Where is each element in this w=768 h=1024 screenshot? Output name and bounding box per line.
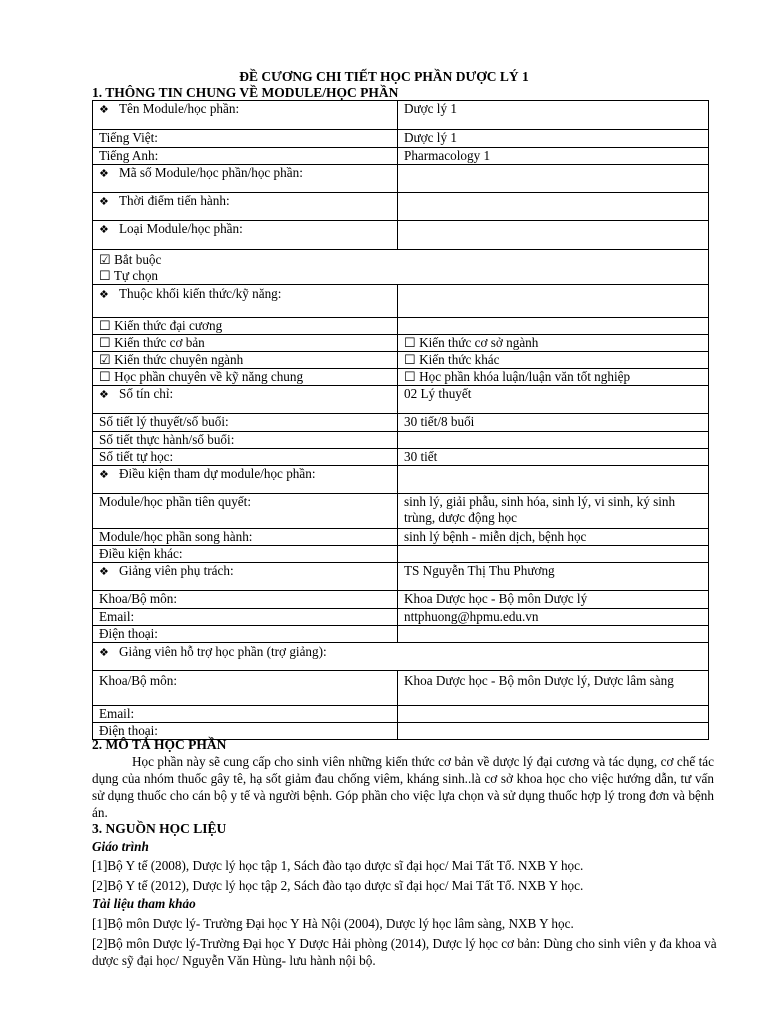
- ta-email-label: Email:: [93, 706, 398, 723]
- ta-department-value: Khoa Dược học - Bộ môn Dược lý, Dược lâm sàng: [398, 671, 709, 706]
- specialized-knowledge-checkbox: ☑ Kiến thức chuyên ngành: [93, 352, 398, 369]
- course-code-value: [398, 165, 709, 193]
- lecturer-label: ❖ Giảng viên phụ trách:: [93, 563, 398, 591]
- theory-hours-value: 30 tiết/8 buổi: [398, 414, 709, 432]
- practice-hours-value: [398, 432, 709, 449]
- corequisite-label: Module/học phần song hành:: [93, 529, 398, 546]
- section-2-heading: 2. MÔ TẢ HỌC PHẦN: [92, 737, 227, 752]
- section-1-heading: 1. THÔNG TIN CHUNG VỀ MODULE/HỌC PHẦN: [92, 85, 399, 100]
- foundation-knowledge-checkbox: ☐ Kiến thức cơ sở ngành: [398, 335, 709, 352]
- thesis-checkbox: ☐ Học phần khóa luận/luận văn tốt nghiệp: [398, 369, 709, 386]
- general-knowledge-checkbox: ☐ Kiến thức đại cương: [93, 318, 398, 335]
- knowledge-block-label: ❖ Thuộc khối kiến thức/kỹ năng:: [93, 285, 398, 318]
- document-title: ĐỀ CƯƠNG CHI TIẾT HỌC PHẦN DƯỢC LÝ 1: [239, 69, 529, 84]
- vietnamese-name-label: Tiếng Việt:: [93, 130, 398, 148]
- section-3-heading: 3. NGUỒN HỌC LIỆU: [92, 821, 227, 836]
- credits-value: 02 Lý thuyết: [398, 386, 709, 414]
- practice-hours-label: Số tiết thực hành/số buổi:: [93, 432, 398, 449]
- email-value: nttphuong@hpmu.edu.vn: [398, 609, 709, 626]
- general-skills-checkbox: ☐ Học phần chuyên về kỹ năng chung: [93, 369, 398, 386]
- required-checkbox: ☑ Bắt buộc: [99, 252, 162, 267]
- course-type-options: [93, 250, 709, 285]
- knowledge-block-value: [398, 285, 709, 318]
- basic-knowledge-checkbox: ☐ Kiến thức cơ bản: [93, 335, 398, 352]
- self-study-value: 30 tiết: [398, 449, 709, 466]
- textbook-1: [1]Bộ Y tế (2008), Dược lý học tập 1, Sách đào tạo dược sĩ đại học/ Mai Tất Tố. NXB Y học.: [92, 858, 584, 873]
- textbooks-heading: Giáo trình: [92, 839, 149, 854]
- elective-checkbox: ☐ Tự chọn: [99, 267, 159, 283]
- timing-label: ❖ Thời điểm tiến hành:: [93, 193, 398, 221]
- phone-label: Điện thoại:: [93, 626, 398, 643]
- reference-1: [1]Bộ môn Dược lý- Trường Đại học Y Hà Nội (2004), Dược lý học lâm sàng, NXB Y học.: [92, 916, 574, 931]
- english-name-label: Tiếng Anh:: [93, 148, 398, 165]
- prerequisite-value: sinh lý, giải phẫu, sinh hóa, sinh lý, vi sinh, ký sinh trùng, dược động học: [398, 494, 709, 529]
- other-conditions-label: Điều kiện khác:: [93, 546, 398, 563]
- vietnamese-name-value: Dược lý 1: [398, 130, 709, 148]
- email-label: Email:: [93, 609, 398, 626]
- timing-value: [398, 193, 709, 221]
- self-study-label: Số tiết tự học:: [93, 449, 398, 466]
- ta-department-label: Khoa/Bộ môn:: [93, 671, 398, 706]
- prerequisites-heading: ❖ Điều kiện tham dự module/học phần:: [93, 466, 398, 494]
- course-info-table: [92, 100, 709, 740]
- course-code-label: ❖ Mã số Module/học phần/học phần:: [93, 165, 398, 193]
- corequisite-value: sinh lý bệnh - miễn dịch, bệnh học: [398, 529, 709, 546]
- ta-phone-label: Điện thoại:: [93, 723, 398, 740]
- department-value: Khoa Dược học - Bộ môn Dược lý: [398, 591, 709, 609]
- lecturer-value: TS Nguyễn Thị Thu Phương: [398, 563, 709, 591]
- english-name-value: Pharmacology 1: [398, 148, 709, 165]
- textbook-2: [2]Bộ Y tế (2012), Dược lý học tập 2, Sách đào tạo dược sĩ đại học/ Mai Tất Tố. NXB Y học.: [92, 878, 584, 893]
- course-type-label: ❖ Loại Module/học phần:: [93, 221, 398, 250]
- other-knowledge-checkbox: ☐ Kiến thức khác: [398, 352, 709, 369]
- reference-2: [2]Bộ môn Dược lý-Trường Đại học Y Dược Hải phòng (2014), Dược lý học cơ bản: Dùng cho sinh viên y đa khoa và dược sỹ đại học/ Nguyễn Văn Hùng- lưu hành nội bộ.: [92, 936, 717, 968]
- credits-label: ❖ Số tín chỉ:: [93, 386, 398, 414]
- department-label: Khoa/Bộ môn:: [93, 591, 398, 609]
- course-description: Học phần này sẽ cung cấp cho sinh viên những kiến thức cơ bản về dược lý đại cương và tác dụng, cơ chế tác dụng của nhóm thuốc gây tê, hạ sốt giảm đau chống viêm, kháng sinh..là cơ sở khoa học cho việc hướng dẫn, tư vấn sử dụng thuốc cho cán bộ y tế và người bệnh. Góp phần cho việc lựa chọn và sử dụng thuốc hợp lý trong đơn và bệnh án.: [92, 754, 714, 820]
- course-name-value: Dược lý 1: [398, 101, 709, 130]
- teaching-assistant-label: ❖ Giảng viên hỗ trợ học phần (trợ giảng):: [93, 643, 709, 671]
- theory-hours-label: Số tiết lý thuyết/số buổi:: [93, 414, 398, 432]
- references-heading: Tài liệu tham khảo: [92, 896, 196, 911]
- course-name-label: ❖ Tên Module/học phần:: [93, 101, 398, 130]
- prerequisite-label: Module/học phần tiên quyết:: [93, 494, 398, 529]
- course-type-value: [398, 221, 709, 250]
